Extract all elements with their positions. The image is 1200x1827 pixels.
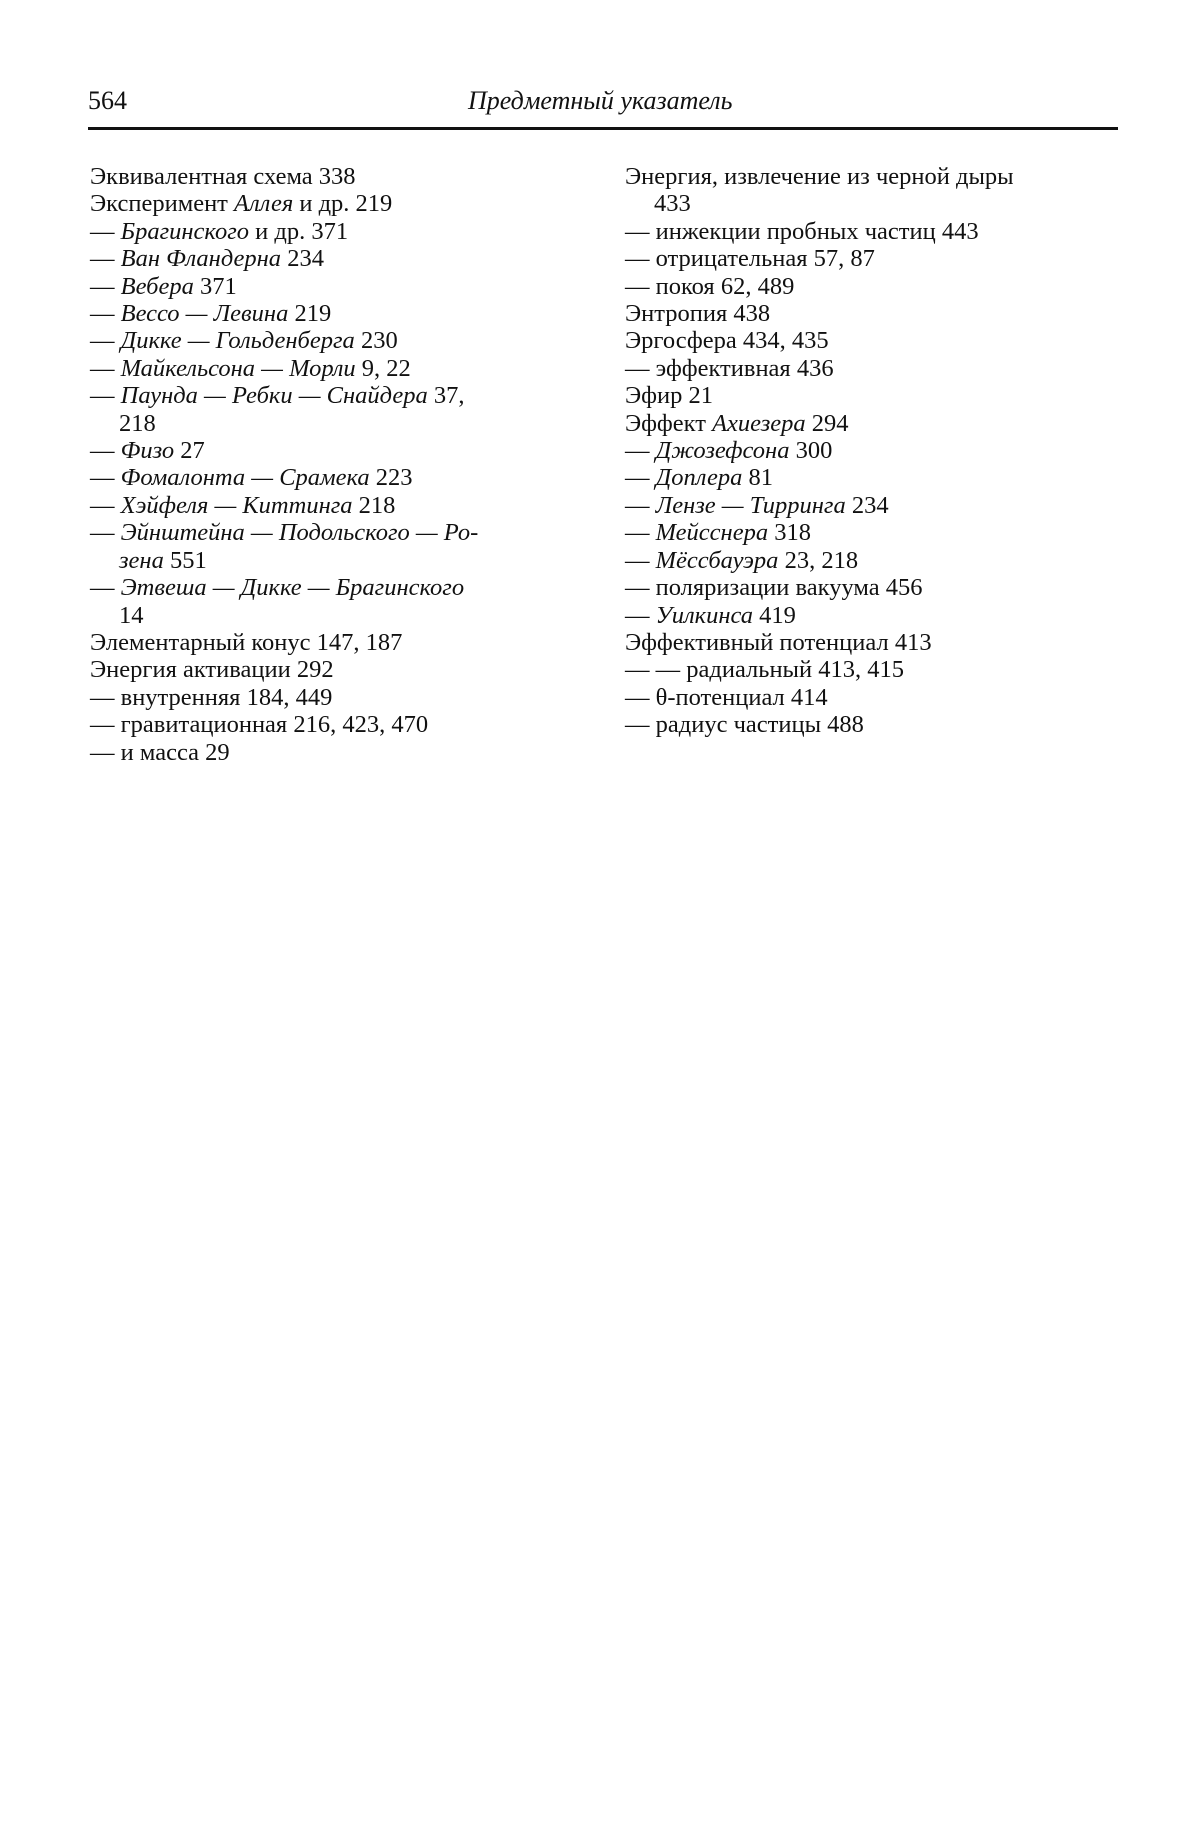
index-entry	[625, 355, 1125, 382]
entry-text: Эргосфера 434, 435	[625, 327, 829, 355]
index-entry	[90, 163, 590, 190]
entry-text: —	[90, 491, 121, 519]
entry-text: 234	[281, 245, 324, 273]
entry-text: — гравитационная 216, 423, 470	[90, 711, 429, 739]
index-entry	[90, 739, 590, 766]
index-entry	[625, 547, 1125, 574]
index-entry-continuation	[625, 190, 1125, 217]
entry-text: 37,	[427, 382, 465, 410]
index-entry	[90, 574, 590, 601]
entry-text: 218	[119, 409, 156, 437]
index-entry	[625, 684, 1125, 711]
entry-text: 419	[753, 601, 796, 629]
entry-name-italic: Ахиезера	[712, 409, 806, 437]
index-entry	[90, 273, 590, 300]
entry-text: 81	[742, 464, 774, 492]
entry-text: 27	[174, 437, 205, 465]
entry-text: 230	[354, 327, 398, 355]
index-entry	[625, 492, 1125, 519]
entry-text: Эфир 21	[625, 382, 714, 410]
index-entry	[90, 492, 590, 519]
index-column-left	[90, 163, 590, 766]
index-entry	[90, 684, 590, 711]
page-header	[88, 86, 1118, 126]
entry-text: Эксперимент	[90, 190, 235, 218]
entry-text: —	[90, 327, 121, 355]
entry-text: — эффективная 436	[625, 354, 834, 382]
entry-name-italic: Мейсснера	[655, 519, 769, 547]
entry-text: —	[625, 601, 656, 629]
entry-text: —	[625, 464, 656, 492]
entry-text: 234	[845, 491, 889, 519]
entry-text: —	[625, 437, 656, 465]
entry-text: 23, 218	[778, 546, 859, 574]
entry-text: Элементарный конус 147, 187	[90, 628, 403, 656]
entry-text: 294	[805, 409, 849, 437]
entry-name-italic: Фомалонта — Срамека	[120, 464, 370, 492]
entry-name-italic: Майкельсона — Морли	[120, 354, 356, 382]
entry-text: 14	[119, 601, 144, 629]
entry-text: —	[90, 519, 121, 547]
entry-text: —	[90, 300, 121, 328]
index-entry	[625, 273, 1125, 300]
entry-name-italic: Вебера	[120, 272, 194, 300]
index-entry	[90, 190, 590, 217]
entry-text: — покоя 62, 489	[625, 272, 795, 300]
entry-text: — и масса 29	[90, 738, 230, 766]
index-entry	[625, 245, 1125, 272]
index-entry-continuation	[90, 547, 590, 574]
page-number: 564	[88, 86, 127, 115]
entry-text: —	[90, 464, 121, 492]
entry-text: — поляризации вакуума 456	[625, 574, 923, 602]
entry-name-italic: Дикке — Гольденберга	[120, 327, 355, 355]
index-entry	[625, 410, 1125, 437]
index-entry-continuation	[90, 410, 590, 437]
index-entry	[625, 327, 1125, 354]
index-entry	[625, 629, 1125, 656]
entry-text: — — радиальный 413, 415	[625, 656, 904, 684]
index-entry	[625, 574, 1125, 601]
index-entry	[90, 711, 590, 738]
index-entry	[625, 382, 1125, 409]
entry-text: Эффект	[625, 409, 713, 437]
index-entry	[90, 327, 590, 354]
entry-text: —	[90, 245, 121, 273]
entry-text: —	[625, 491, 656, 519]
entry-text: —	[90, 272, 121, 300]
entry-text: —	[90, 354, 121, 382]
entry-text: Энтропия 438	[625, 300, 771, 328]
entry-name-italic: Ван Фландерна	[120, 245, 282, 273]
entry-name-italic: Мёссбауэра	[655, 546, 779, 574]
entry-text: —	[90, 382, 121, 410]
entry-text: и др. 371	[249, 217, 349, 245]
entry-name-italic: Доплера	[655, 464, 743, 492]
index-entry	[625, 300, 1125, 327]
entry-name-italic: Уилкинса	[655, 601, 754, 629]
index-entry	[90, 464, 590, 491]
entry-text: 219	[288, 300, 332, 328]
running-title: Предметный указатель	[468, 86, 733, 115]
entry-text: — θ-потенциал 414	[625, 683, 828, 711]
header-rule	[88, 127, 1118, 130]
entry-text: 300	[789, 437, 833, 465]
entry-name-italic: Хэйфеля — Киттинга	[120, 491, 353, 519]
index-entry	[90, 519, 590, 546]
index-entry	[625, 711, 1125, 738]
entry-text: — отрицательная 57, 87	[625, 245, 875, 273]
index-entry	[90, 656, 590, 683]
index-entry	[625, 519, 1125, 546]
entry-name-italic: Физо	[120, 437, 175, 465]
entry-text: 9, 22	[355, 354, 411, 382]
entry-text: — внутренняя 184, 449	[90, 683, 333, 711]
index-entry	[90, 355, 590, 382]
index-entry	[90, 218, 590, 245]
index-entry-continuation	[90, 602, 590, 629]
entry-name-italic: Джозефсона	[655, 437, 790, 465]
entry-text: — инжекции пробных частиц 443	[625, 217, 979, 245]
entry-name-italic: Вессо — Левина	[120, 300, 289, 328]
entry-text: 551	[163, 546, 207, 574]
index-entry	[625, 656, 1125, 683]
index-entry	[625, 464, 1125, 491]
entry-name-italic: Эйнштейна — Подольского — Ро-	[120, 519, 479, 547]
entry-name-italic: Паунда — Ребки — Снайдера	[120, 382, 428, 410]
index-entry	[625, 163, 1125, 190]
index-entry	[90, 437, 590, 464]
entry-text: 218	[352, 491, 396, 519]
entry-text: Эффективный потенциал 413	[625, 628, 932, 656]
index-entry	[90, 300, 590, 327]
entry-text: 223	[369, 464, 413, 492]
entry-text: Энергия активации 292	[90, 656, 334, 684]
entry-name-italic: Аллея	[234, 190, 294, 218]
index-entry	[625, 602, 1125, 629]
index-column-right	[625, 163, 1125, 739]
entry-text: —	[90, 574, 121, 602]
entry-name-italic: Брагинского	[120, 217, 249, 245]
entry-text: —	[90, 217, 121, 245]
entry-text: 318	[768, 519, 811, 547]
index-entry	[90, 382, 590, 409]
entry-text: — радиус частицы 488	[625, 711, 864, 739]
index-entry	[90, 245, 590, 272]
entry-text: —	[625, 546, 656, 574]
entry-text: —	[625, 519, 656, 547]
entry-name-italic: зена	[119, 546, 164, 574]
index-entry	[90, 629, 590, 656]
entry-text: —	[90, 437, 121, 465]
entry-name-italic: Этвеша — Дикке — Брагинского	[120, 574, 465, 602]
entry-text: Энергия, извлечение из черной дыры	[625, 163, 1014, 190]
index-entry	[625, 218, 1125, 245]
entry-text: 371	[193, 272, 237, 300]
entry-text: Эквивалентная схема 338	[90, 163, 356, 190]
index-entry	[625, 437, 1125, 464]
entry-text: 433	[654, 190, 691, 218]
entry-name-italic: Лензе — Тирринга	[655, 491, 846, 519]
entry-text: и др. 219	[293, 190, 393, 218]
